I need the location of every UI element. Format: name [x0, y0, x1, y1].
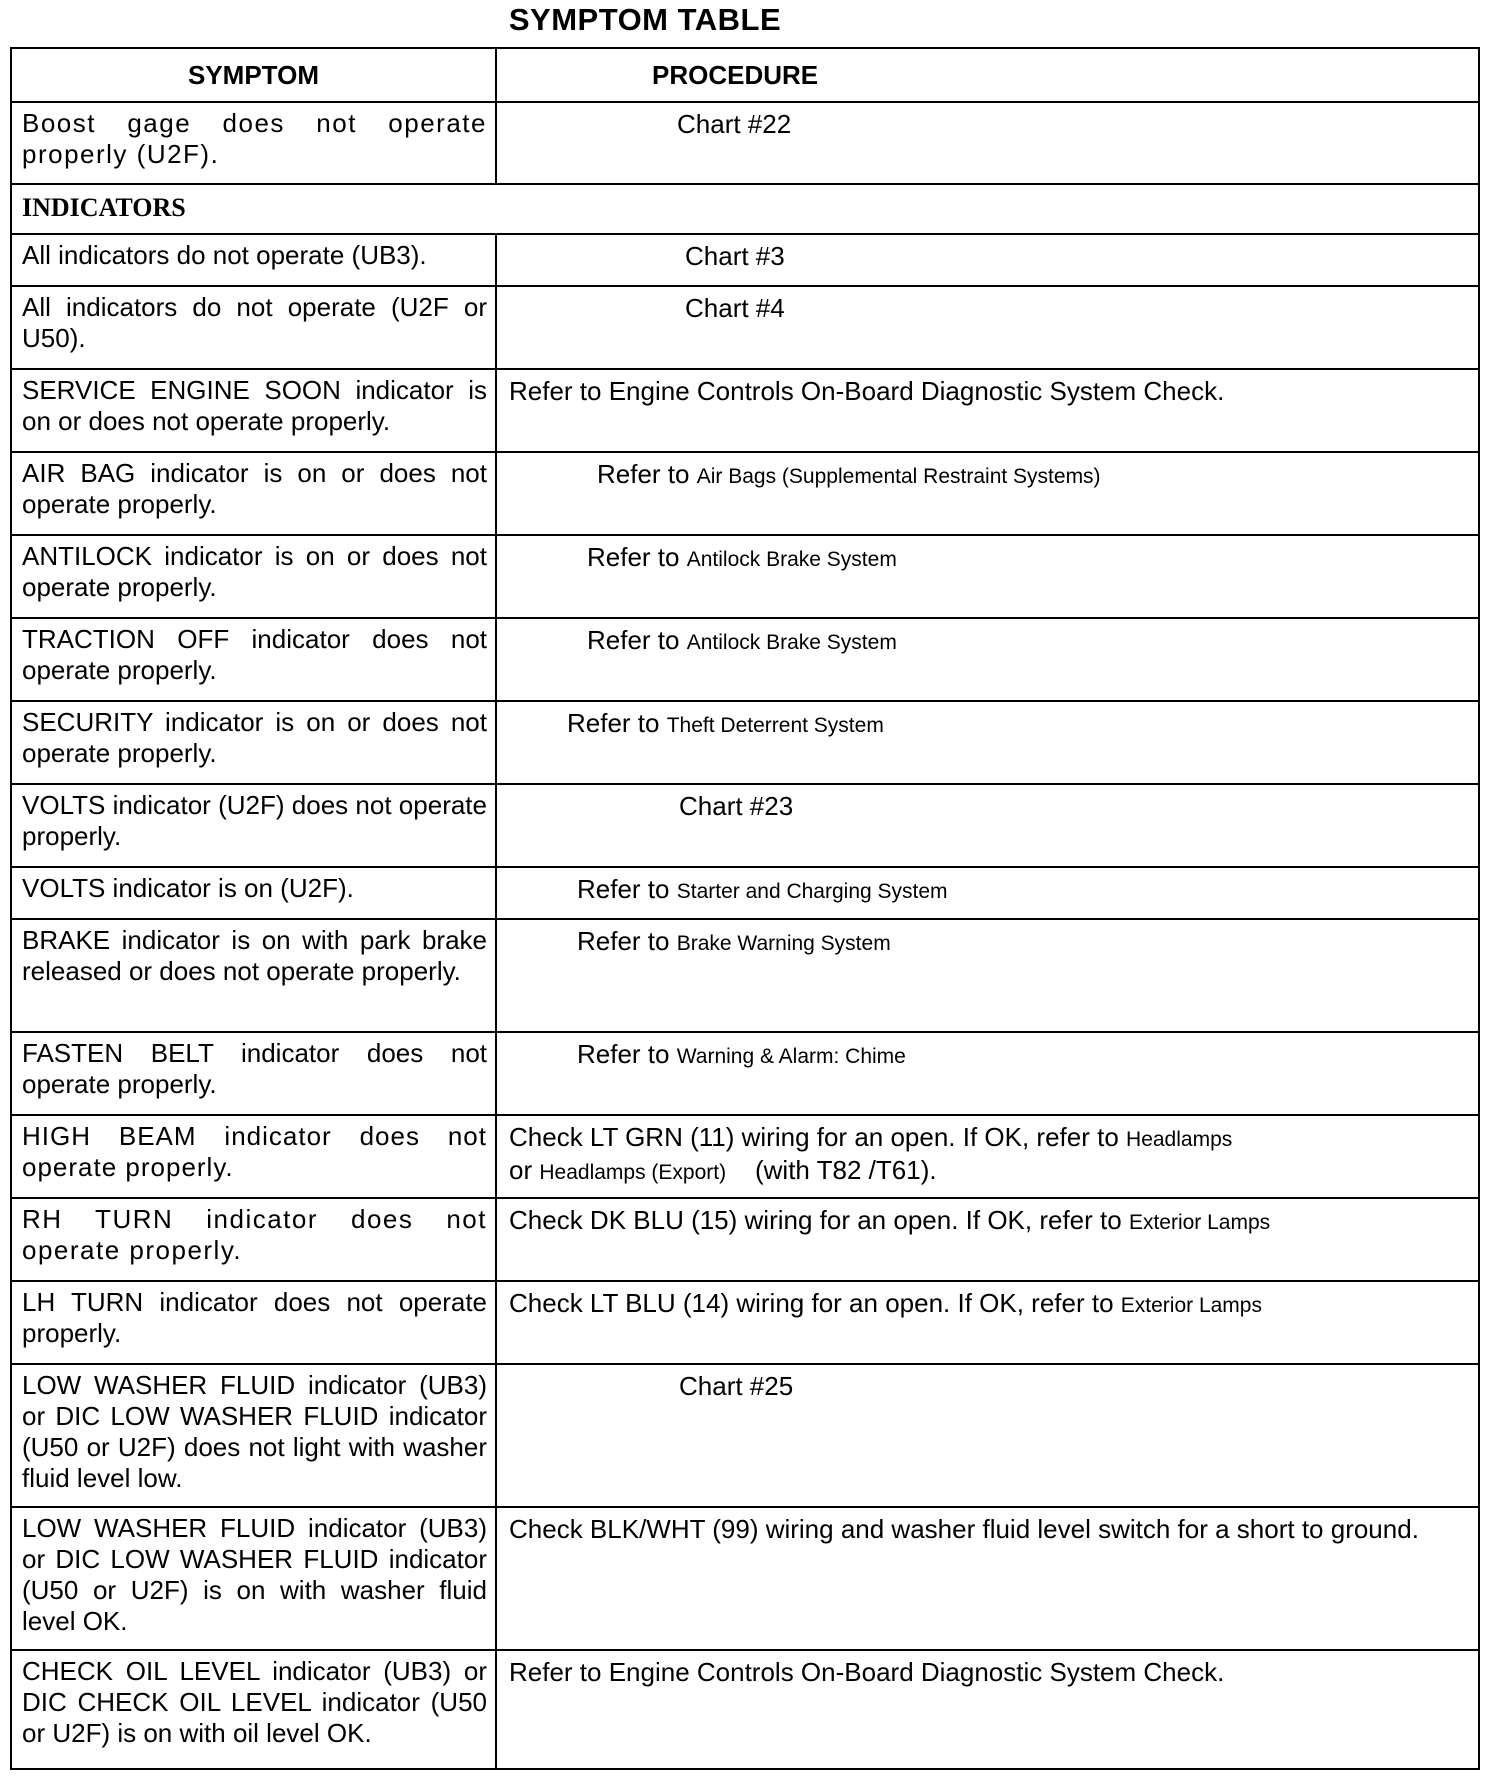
procedure-cell: Check LT BLU (14) wiring for an open. If OK, refer to Exterior Lamps [496, 1281, 1479, 1364]
procedure-cell: Chart #3 [496, 234, 1479, 286]
symptom-cell: VOLTS indicator is on (U2F). [11, 867, 496, 919]
table-row [11, 1507, 1479, 1650]
symptom-cell: Boost gage does not operate properly (U2F). [11, 102, 496, 184]
symptom-cell: FASTEN BELT indicator does not operate properly. [11, 1032, 496, 1115]
page-title: SYMPTOM TABLE [508, 2, 782, 37]
reference-link[interactable]: Starter and Charging System [676, 880, 948, 903]
table-header-row [11, 48, 1479, 102]
section-row [11, 184, 1479, 234]
reference-link[interactable]: Warning & Alarm: Chime [676, 1045, 906, 1068]
symptom-cell: LOW WASHER FLUID indicator (UB3) or DIC LOW WASHER FLUID indicator (U50 or U2F) does not light with washer fluid level low. [11, 1364, 496, 1507]
procedure-cell: Refer to Warning & Alarm: Chime [496, 1032, 1479, 1115]
table-row [11, 369, 1479, 452]
table-row [11, 535, 1479, 618]
symptom-cell: ANTILOCK indicator is on or does not operate properly. [11, 535, 496, 618]
procedure-cell: Check DK BLU (15) wiring for an open. If OK, refer to Exterior Lamps [496, 1198, 1479, 1281]
symptom-table [10, 47, 1480, 1770]
procedure-cell: Check BLK/WHT (99) wiring and washer fluid level switch for a short to ground. [496, 1507, 1479, 1650]
table-row [11, 919, 1479, 1032]
procedure-cell: Refer to Engine Controls On-Board Diagnostic System Check. [496, 1650, 1479, 1769]
symptom-cell: SERVICE ENGINE SOON indicator is on or does not operate properly. [11, 369, 496, 452]
table-row [11, 286, 1479, 369]
reference-link[interactable]: Headlamps (Export) [539, 1161, 727, 1184]
procedure-cell: Refer to Starter and Charging System [496, 867, 1479, 919]
procedure-cell: Refer to Theft Deterrent System [496, 701, 1479, 784]
table-row [11, 1364, 1479, 1507]
procedure-cell: Refer to Antilock Brake System [496, 535, 1479, 618]
procedure-cell: Check LT GRN (11) wiring for an open. If OK, refer to Headlamps or Headlamps (Export) (with T82 /T61). [496, 1115, 1479, 1198]
reference-link[interactable]: Headlamps [1126, 1128, 1233, 1151]
procedure-cell: Refer to Air Bags (Supplemental Restraint Systems) [496, 452, 1479, 535]
table-row [11, 1115, 1479, 1198]
table-row [11, 102, 1479, 184]
table-row [11, 1281, 1479, 1364]
procedure-cell: Refer to Brake Warning System [496, 919, 1479, 1032]
table-row [11, 867, 1479, 919]
table-row [11, 1198, 1479, 1281]
table-row [11, 452, 1479, 535]
table-row [11, 784, 1479, 867]
symptom-cell: All indicators do not operate (U2F or U50). [11, 286, 496, 369]
procedure-cell: Refer to Engine Controls On-Board Diagnostic System Check. [496, 369, 1479, 452]
table-row [11, 618, 1479, 701]
reference-link[interactable]: Air Bags (Supplemental Restraint Systems) [696, 465, 1101, 488]
reference-link[interactable]: Antilock Brake System [686, 631, 897, 654]
symptom-cell: LOW WASHER FLUID indicator (UB3) or DIC LOW WASHER FLUID indicator (U50 or U2F) is on with washer fluid level OK. [11, 1507, 496, 1650]
reference-link[interactable]: Exterior Lamps [1120, 1294, 1262, 1317]
symptom-cell: AIR BAG indicator is on or does not operate properly. [11, 452, 496, 535]
procedure-cell: Chart #4 [496, 286, 1479, 369]
table-row [11, 234, 1479, 286]
symptom-cell: BRAKE indicator is on with park brake released or does not operate properly. [11, 919, 496, 1032]
table-row [11, 1032, 1479, 1115]
table-row [11, 701, 1479, 784]
symptom-cell: SECURITY indicator is on or does not operate properly. [11, 701, 496, 784]
table-row [11, 1650, 1479, 1769]
procedure-cell: Refer to Antilock Brake System [496, 618, 1479, 701]
column-header-procedure: PROCEDURE [496, 48, 1479, 102]
symptom-cell: HIGH BEAM indicator does not operate properly. [11, 1115, 496, 1198]
symptom-cell: All indicators do not operate (UB3). [11, 234, 496, 286]
symptom-cell: RH TURN indicator does not operate properly. [11, 1198, 496, 1281]
reference-link[interactable]: Exterior Lamps [1128, 1211, 1271, 1234]
column-header-symptom: SYMPTOM [11, 48, 496, 102]
reference-link[interactable]: Theft Deterrent System [666, 714, 884, 737]
symptom-cell: LH TURN indicator does not operate properly. [11, 1281, 496, 1364]
procedure-cell: Chart #22 [496, 102, 1479, 184]
procedure-cell: Chart #25 [496, 1364, 1479, 1507]
procedure-cell: Chart #23 [496, 784, 1479, 867]
symptom-cell: CHECK OIL LEVEL indicator (UB3) or DIC CHECK OIL LEVEL indicator (U50 or U2F) is on with oil level OK. [11, 1650, 496, 1769]
section-heading-indicators: INDICATORS [11, 184, 1479, 234]
symptom-cell: VOLTS indicator (U2F) does not operate properly. [11, 784, 496, 867]
symptom-cell: TRACTION OFF indicator does not operate properly. [11, 618, 496, 701]
reference-link[interactable]: Antilock Brake System [686, 548, 897, 571]
reference-link[interactable]: Brake Warning System [676, 932, 891, 955]
